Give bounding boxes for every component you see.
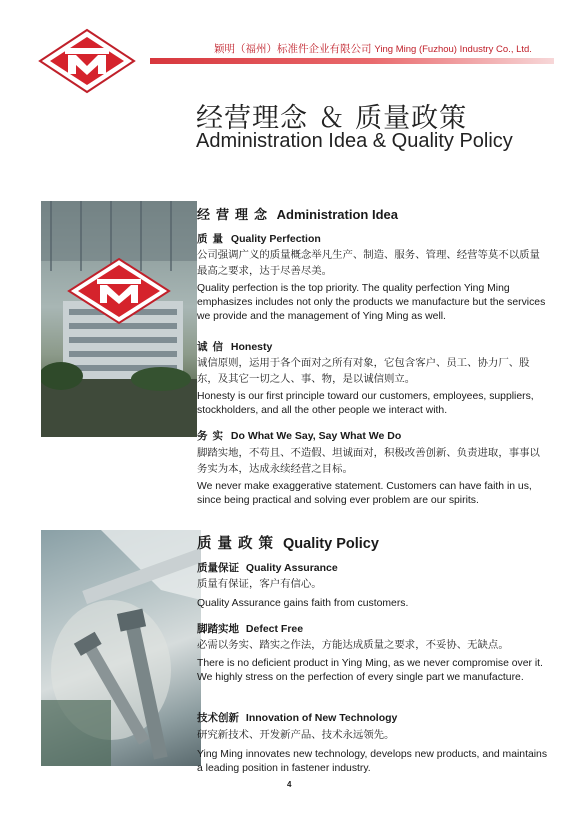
bolts-caliper-photo <box>41 530 201 766</box>
policy-heading-zh: 质量政策 <box>197 536 279 552</box>
quality-text-zh: 公司强调广义的质量概念举凡生产、制造、服务、管理、经营等莫不以质量最高之要求，达于尽善尽美。 <box>197 249 540 277</box>
company-name-en: Ying Ming (Fuzhou) Industry Co., Ltd. <box>374 44 532 55</box>
quality-head-en: Quality Perfection <box>230 233 321 245</box>
company-logo-icon <box>38 28 136 94</box>
honesty-head-en: Honesty <box>230 341 273 353</box>
practical-text-zh: 脚踏实地，不苟且、不造假、坦诚面对，积极改善创新、负责进取，事事以务实为本，达成永续经营之目标。 <box>197 447 540 475</box>
practical-heading <box>197 428 401 443</box>
factory-photo <box>41 201 197 437</box>
company-name <box>214 41 532 56</box>
honesty-text-zh: 诚信原则，运用于各个面对之所有对象，它包含客户、员工、协力厂、股东，及其它一切之人、事、物，是以诚信则立。 <box>197 357 530 385</box>
page-title-zh: 经营理念 ＆ 质量政策 <box>196 103 468 134</box>
defect-text-en: There is no deficient product in Ying Ming, as we never compromise over it. We highly stress on the perfection of every single part we manufacture. <box>197 658 543 683</box>
admin-section-heading <box>197 204 398 223</box>
admin-heading-en: Administration Idea <box>276 207 398 222</box>
defect-text-zh: 必需以务实、踏实之作法，方能达成质量之要求，不妥协、无缺点。 <box>197 639 509 651</box>
policy-section-heading <box>197 532 379 553</box>
quality-text-en: Quality perfection is the top priority. The quality perfection Ying Ming emphasizes includes not only the products we manufacture but the services we provide and the management of Ying Ming as well. <box>197 283 546 322</box>
defect-head-en: Defect Free <box>245 623 304 635</box>
quality-perfection-heading <box>197 231 321 246</box>
header-divider <box>150 58 554 64</box>
quality-head-zh: 质量 <box>197 233 228 245</box>
page-number: 4 <box>287 780 292 789</box>
defect-free-heading <box>197 621 303 636</box>
innovation-text-zh: 研究新技术、开发新产品、技术永远领先。 <box>197 729 395 741</box>
defect-head-zh: 脚踏实地 <box>197 623 239 635</box>
honesty-heading <box>197 339 272 354</box>
policy-heading-en: Quality Policy <box>283 536 379 552</box>
assurance-head-en: Quality Assurance <box>245 562 338 574</box>
assurance-head-zh: 质量保证 <box>197 562 239 574</box>
practical-head-zh: 务实 <box>197 430 228 442</box>
honesty-text-en: Honesty is our first principle toward our customers, employees, suppliers, stockholders, and all the other people we interact with. <box>197 391 534 416</box>
innovation-head-zh: 技术创新 <box>197 712 239 724</box>
page-title-en: Administration Idea & Quality Policy <box>196 130 513 152</box>
practical-text-en: We never make exaggerative statement. Customers can have faith in us, since being practical and solving ever problem are our spirits. <box>197 481 532 506</box>
innovation-text-en: Ying Ming innovates new technology, develops new products, and maintains a leading position in fastener industry. <box>197 749 548 774</box>
honesty-head-zh: 诚信 <box>197 341 228 353</box>
company-name-zh: 颖明（福州）标准件企业有限公司 <box>214 43 372 55</box>
assurance-text-zh: 质量有保证，客户有信心。 <box>197 578 322 590</box>
innovation-heading <box>197 710 397 725</box>
assurance-heading <box>197 560 338 575</box>
admin-heading-zh: 经营理念 <box>197 208 274 223</box>
assurance-text-en: Quality Assurance gains faith from customers. <box>197 598 409 609</box>
innovation-head-en: Innovation of New Technology <box>245 712 398 724</box>
practical-head-en: Do What We Say, Say What We Do <box>230 430 402 442</box>
